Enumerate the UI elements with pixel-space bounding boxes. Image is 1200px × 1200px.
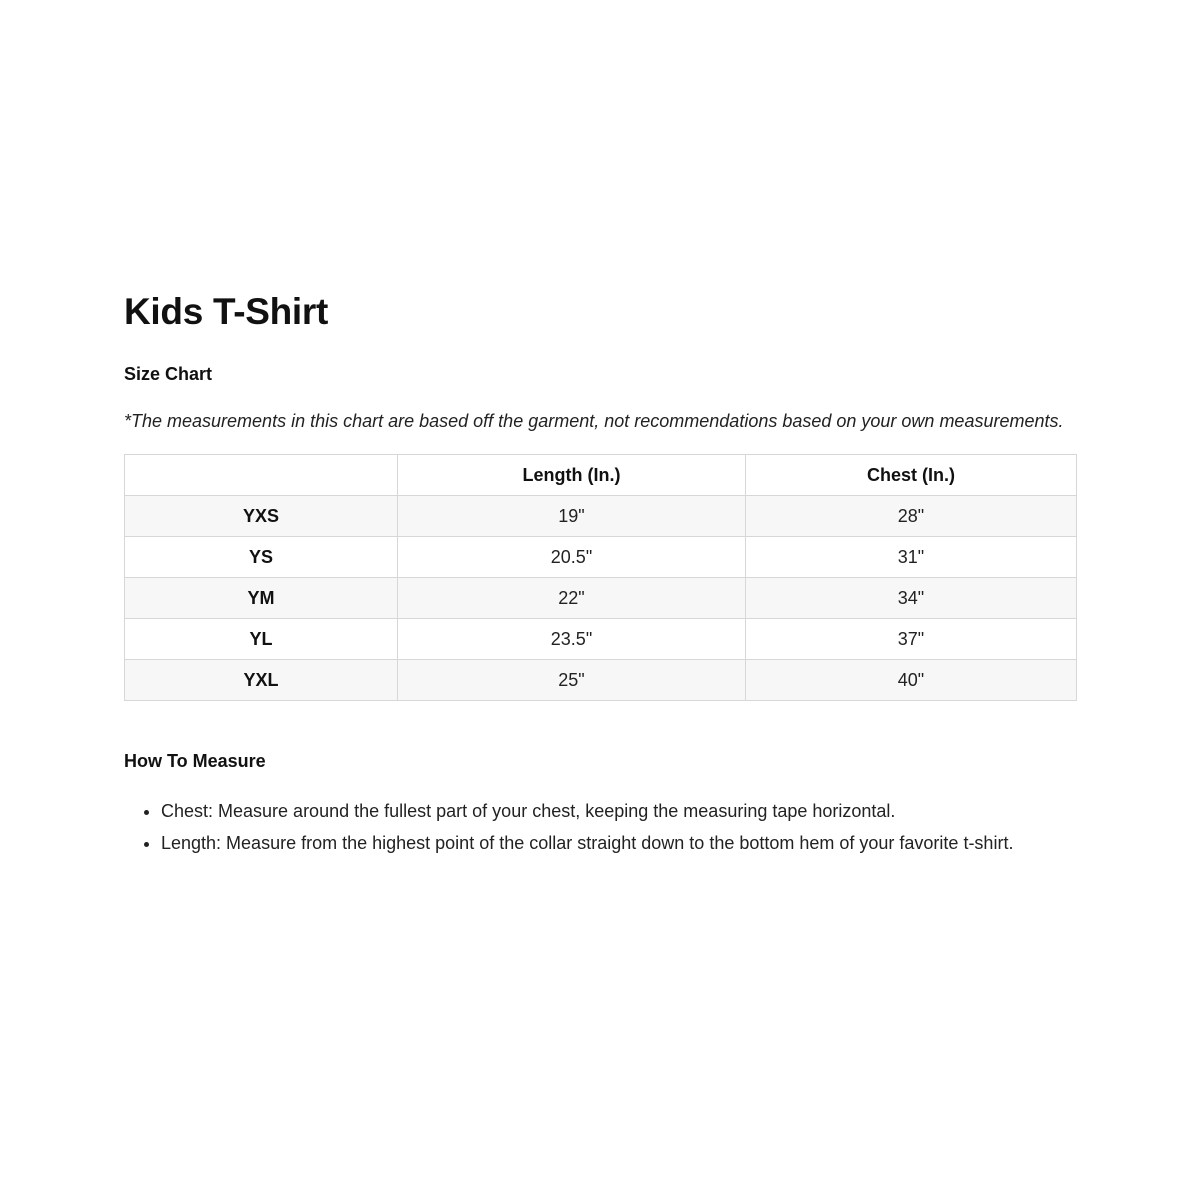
length-cell: 19"	[398, 496, 746, 537]
length-cell: 23.5"	[398, 619, 746, 660]
list-item-length: • Length: Measure from the highest point of the collar straight down to the bottom hem of your favorite t-shirt.	[161, 827, 1076, 859]
chest-cell: 37"	[746, 619, 1077, 660]
table-row	[125, 619, 1077, 660]
chest-cell: 28"	[746, 496, 1077, 537]
header-length: Length (In.)	[398, 455, 746, 496]
size-cell: YM	[125, 578, 398, 619]
table-row	[125, 660, 1077, 701]
table-header-row	[125, 455, 1077, 496]
size-cell: YXS	[125, 496, 398, 537]
size-cell: YS	[125, 537, 398, 578]
table-row	[125, 578, 1077, 619]
list-item-chest: • Chest: Measure around the fullest part of your chest, keeping the measuring tape horizontal.	[161, 795, 1076, 827]
size-cell: YXL	[125, 660, 398, 701]
how-to-measure-heading: How To Measure	[124, 751, 266, 771]
size-guide-page	[124, 286, 1076, 859]
header-chest: Chest (In.)	[746, 455, 1077, 496]
size-chart-heading: Size Chart	[124, 364, 213, 384]
length-cell: 22"	[398, 578, 746, 619]
table-row	[125, 537, 1077, 578]
chest-cell: 40"	[746, 660, 1077, 701]
page-title: Kids T-Shirt	[124, 291, 329, 332]
size-table	[124, 454, 1077, 701]
size-cell: YL	[125, 619, 398, 660]
chest-cell: 31"	[746, 537, 1077, 578]
table-row	[125, 496, 1077, 537]
length-cell: 20.5"	[398, 537, 746, 578]
chest-cell: 34"	[746, 578, 1077, 619]
length-cell: 25"	[398, 660, 746, 701]
measure-instructions-list	[124, 795, 1076, 859]
header-size	[125, 455, 398, 496]
measurement-note: *The measurements in this chart are based off the garment, not recommendations based on your own measurements.	[124, 411, 1064, 431]
